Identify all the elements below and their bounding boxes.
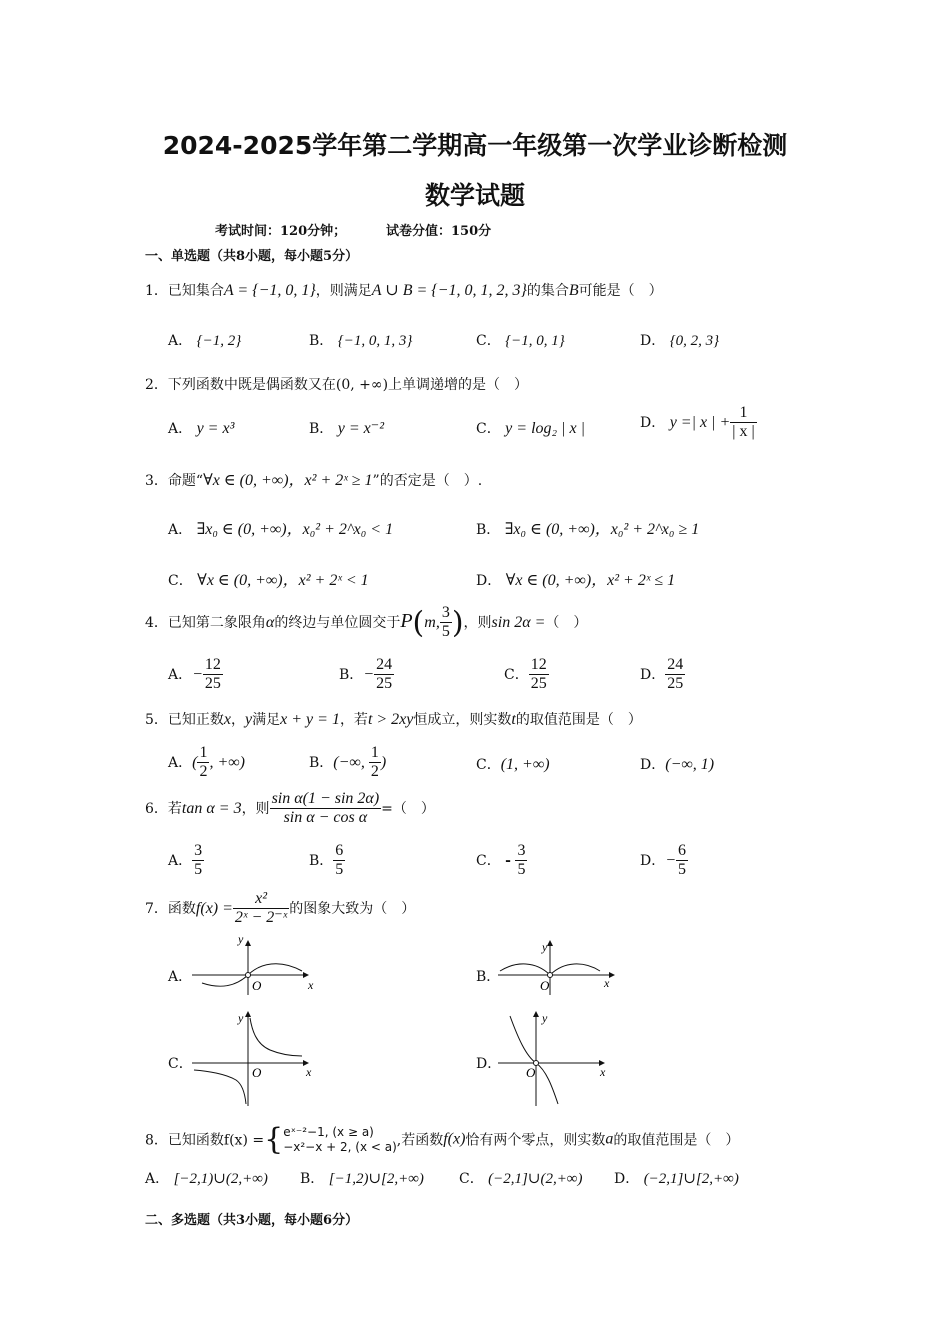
question-8: 8．已知函数f(x) ={ eˣ⁻²−1, (x ≥ a) −x²−x + 2, (x < a) ,若函数f(x)恰有两个零点，则实数a的取值范围是（ ）	[145, 1122, 740, 1157]
question-1: 1．已知集合A = {−1, 0, 1}，则满足A ∪ B = {−1, 0, 1, 2, 3}的集合B可能是（ ）	[145, 282, 663, 299]
x-label: x	[308, 978, 314, 992]
question-6: 6．若tan α = 3，则 $\frac{\text{sin α(1 − sin 2α)}}{\text{sin α − cos α}}$ =（ ）	[145, 790, 435, 827]
q7-graph-c[interactable]	[190, 1008, 320, 1108]
x-label: x	[306, 1065, 312, 1079]
q5-option-d[interactable]: D．(−∞, 1)	[640, 756, 715, 773]
q8-option-a[interactable]: A． [−2,1)∪(2,+∞)	[145, 1171, 268, 1187]
q3-option-b[interactable]: B． ∃x₀ ∈ (0, +∞)，x₀² + 2^x₀ ≥ 1	[476, 521, 700, 538]
x-label: x	[600, 1065, 606, 1079]
q7-option-a-label[interactable]: A．	[168, 969, 193, 985]
q6-option-d[interactable]: D．− $\frac{6}{5}$	[640, 842, 687, 879]
q4-option-c[interactable]: C． $\frac{12}{25}$	[504, 656, 547, 693]
x-label: x	[604, 976, 610, 990]
q7-graph-a[interactable]	[190, 935, 320, 997]
question-5: 5．已知正数x，y满足x + y = 1，若t > 2xy恒成立，则实数t的取值范围是（ ）	[145, 711, 642, 728]
y-label: y	[238, 1011, 244, 1025]
q7-option-b-label[interactable]: B．	[476, 969, 501, 985]
section-multi-choice: 二、多选题（共3小题，每小题6分）	[145, 1213, 359, 1228]
q7-option-c-label[interactable]: C．	[168, 1056, 193, 1072]
y-label: y	[542, 1011, 548, 1025]
page-title: 2024-2025学年第二学期高一年级第一次学业诊断检测	[162, 131, 788, 160]
question-3: 3．命题“∀x ∈ (0, +∞)，x² + 2ˣ ≥ 1”的否定是（ ）.	[145, 472, 483, 489]
curve	[510, 1016, 558, 1104]
q4-option-b[interactable]: B．− $\frac{24}{25}$	[339, 656, 393, 693]
q5-option-a[interactable]: A．( $\frac{1}{2}$ , +∞)	[168, 744, 245, 781]
question-4: 4．已知第二象限角α的终边与单位圆交于P(m, $\frac{3}{5}$ )，则sin 2α =（ ）	[145, 604, 588, 641]
origin-label: O	[540, 978, 550, 993]
q1-option-a[interactable]: A． {−1, 2}	[168, 333, 242, 349]
origin-label: O	[252, 978, 262, 993]
q3-option-d[interactable]: D． ∀x ∈ (0, +∞)，x² + 2ˣ ≤ 1	[476, 572, 676, 589]
q3-option-a[interactable]: A． ∃x₀ ∈ (0, +∞)，x₀² + 2^x₀ < 1	[168, 521, 394, 538]
question-7: 7．函数f(x) = $\frac{\text{x²}}{\text{2ˣ − 2⁻ˣ}}$ 的图象大致为（ ）	[145, 890, 416, 927]
q2-option-d[interactable]: D． y =| x | + $\frac{1}{| x |}$	[640, 404, 755, 441]
q3-option-c[interactable]: C． ∀x ∈ (0, +∞)，x² + 2ˣ < 1	[168, 572, 369, 589]
q8-option-b[interactable]: B． [−1,2)∪[2,+∞)	[300, 1171, 424, 1187]
q1-option-b[interactable]: B． {−1, 0, 1, 3}	[309, 333, 413, 349]
curve-left	[194, 1070, 246, 1104]
origin-hole	[548, 973, 553, 978]
exam-score: 试卷分值：150分	[386, 224, 492, 239]
q6-option-a[interactable]: A． $\frac{3}{5}$	[168, 842, 203, 879]
exam-time: 考试时间：120分钟；	[215, 224, 347, 239]
y-label: y	[238, 935, 244, 946]
page-subtitle: 数学试题	[424, 181, 525, 210]
question-2: 2．下列函数中既是偶函数又在(0, +∞)上单调递增的是（ ）	[145, 377, 529, 393]
q8-option-d[interactable]: D． (−2,1]∪[2,+∞)	[614, 1171, 739, 1187]
q2-option-b[interactable]: B． y = x⁻²	[309, 420, 384, 437]
q7-option-d-label[interactable]: D．	[476, 1056, 502, 1072]
q6-option-c[interactable]: C． - $\frac{3}{5}$	[476, 842, 526, 879]
q8-option-c[interactable]: C． (−2,1]∪(2,+∞)	[459, 1171, 583, 1187]
q7-graph-b[interactable]	[496, 935, 626, 997]
section-single-choice: 一、单选题（共8小题，每小题5分）	[145, 249, 359, 264]
q2-option-a[interactable]: A． y = x³	[168, 420, 235, 437]
y-label: y	[542, 940, 548, 954]
origin-label: O	[526, 1065, 536, 1080]
curve-right	[250, 1018, 302, 1056]
q6-option-b[interactable]: B． $\frac{6}{5}$	[309, 842, 344, 879]
q5-option-b[interactable]: B．(−∞, $\frac{1}{2}$ )	[309, 744, 387, 781]
q7-graph-d[interactable]	[496, 1008, 626, 1108]
q1-option-d[interactable]: D． {0, 2, 3}	[640, 333, 720, 349]
q1-option-c[interactable]: C． {−1, 0, 1}	[476, 333, 565, 349]
q4-option-a[interactable]: A．− $\frac{12}{25}$	[168, 656, 221, 693]
q2-option-c[interactable]: C． y = log₂ | x |	[476, 420, 585, 437]
origin-label: O	[252, 1065, 262, 1080]
q5-option-c[interactable]: C．(1, +∞)	[476, 756, 550, 773]
origin-hole	[246, 973, 251, 978]
q4-option-d[interactable]: D． $\frac{24}{25}$	[640, 656, 684, 693]
